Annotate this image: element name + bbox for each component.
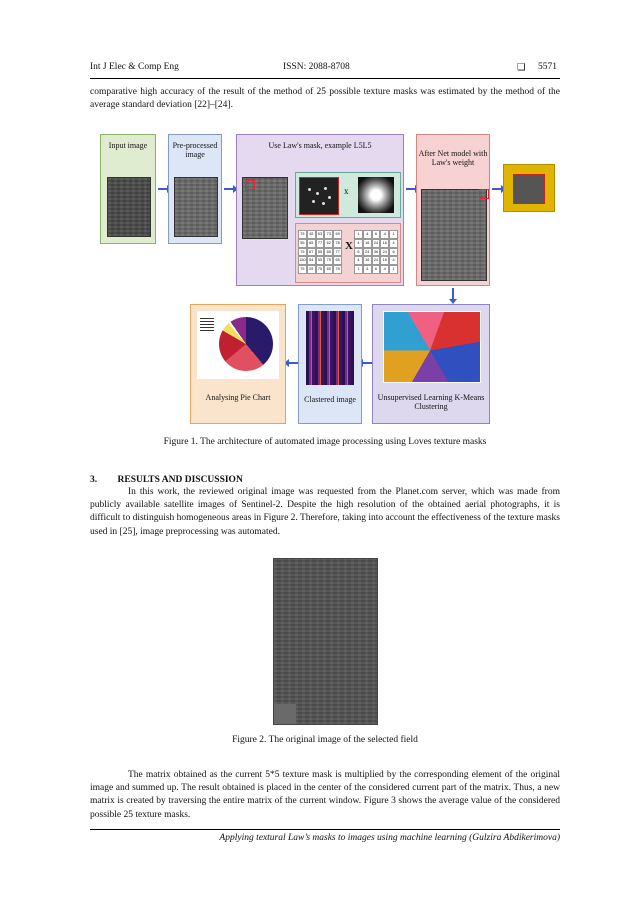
matrix-cell: 45 <box>307 230 316 239</box>
matrix-cell: 69 <box>333 230 342 239</box>
arrow-icon <box>288 362 298 364</box>
kmeans-box <box>372 304 490 424</box>
header-rule <box>90 78 560 79</box>
matrix-cell: 75 <box>298 265 307 274</box>
matrix-cell: 75 <box>298 230 307 239</box>
matrix-cell: 65 <box>324 248 333 257</box>
matrix-cell: 4 <box>389 256 398 265</box>
section-title: RESULTS AND DISCUSSION <box>117 475 243 485</box>
matrix-cell: 78 <box>333 239 342 248</box>
checkbox-icon: ❏ <box>517 63 526 73</box>
matrix-cell: 24 <box>363 248 372 257</box>
matrix-cell: 75 <box>298 248 307 257</box>
footer-rule <box>90 829 560 830</box>
preprocessed-satellite-image <box>174 177 218 237</box>
multiply-symbol-large: X <box>345 240 353 252</box>
clustered-image <box>306 311 354 385</box>
matrix-cell: 55 <box>316 256 325 265</box>
intro-paragraph: comparative high accuracy of the result of the method of 25 possible texture masks was estimated by the method of the average standard deviation [22]–[24]. <box>90 87 560 111</box>
matrix-cell: 75 <box>316 265 325 274</box>
matrix-cell: 16 <box>363 239 372 248</box>
matrix-cell: 1 <box>389 265 398 274</box>
field-corner-patch <box>274 704 296 724</box>
matrix-cell: 16 <box>380 256 389 265</box>
matrix-cell: 62 <box>324 239 333 248</box>
matrix-cell: 6 <box>372 230 381 239</box>
kmeans-scatter-plot <box>383 311 481 383</box>
matrix-cell: 4 <box>380 230 389 239</box>
after-net-label: After Net model with Law's weight <box>418 149 488 167</box>
legend-icon <box>200 317 214 331</box>
matrix-cell: 4 <box>363 265 372 274</box>
arrow-icon <box>224 188 234 190</box>
section-number: 3. <box>90 475 98 485</box>
input-satellite-image <box>107 177 151 237</box>
l5l5-kernel-matrix <box>354 230 398 274</box>
matrix-cell: 6 <box>389 248 398 257</box>
matrix-cell: 77 <box>333 248 342 257</box>
arrow-icon <box>452 288 454 300</box>
matrix-cell: 6 <box>354 248 363 257</box>
mask-conv-panel <box>295 172 401 218</box>
window-marker <box>245 180 255 190</box>
matrix-cell: 77 <box>316 239 325 248</box>
preprocessed-label: Pre-processed image <box>172 141 218 159</box>
analysing-pie-box <box>190 304 286 424</box>
input-image-label: Input image <box>108 141 148 150</box>
pie-icon <box>219 317 273 371</box>
matrix-cell: 54 <box>307 256 316 265</box>
matrix-cell: 63 <box>316 230 325 239</box>
after-net-box <box>416 134 490 286</box>
matrix-cell: 55 <box>316 248 325 257</box>
zoom-marker <box>479 189 489 199</box>
matrix-panel <box>295 223 401 283</box>
figure-2-image <box>273 558 378 725</box>
matrix-paragraph: The matrix obtained as the current 5*5 texture mask is multiplied by the corresponding element of the original image and summed up. The result obtained is placed in the center of the considered current part of the matrix. Thus, a new matrix is created by traversing the entire matrix of the current window. Figure 3 shows the average value of the considered possible 25 texture masks. <box>90 770 560 820</box>
section-paragraph: In this work, the reviewed original image was requested from the Planet.com server, which was made from publicly available satellite images of Sentinel-2. Despite the high resolution of the obtained aerial photographs, it is difficult to distinguish homogeneous areas in Figure 2. Therefore, taking into account the effectiveness of the texture masks used in [25], image preprocessing was automated. <box>90 487 560 537</box>
filtered-image <box>421 189 487 281</box>
issn: ISSN: 2088-8708 <box>283 62 350 72</box>
matrix-cell: 75 <box>324 256 333 265</box>
laws-mask-box <box>236 134 404 286</box>
matrix-cell: 16 <box>380 239 389 248</box>
matrix-cell: 4 <box>389 239 398 248</box>
laws-mask-label: Use Law's mask, example L5L5 <box>268 141 372 150</box>
matrix-cell: 4 <box>354 256 363 265</box>
matrix-cell: 1 <box>354 265 363 274</box>
arrow-icon <box>158 188 168 190</box>
arrow-icon <box>362 362 372 364</box>
matrix-cell: 1 <box>389 230 398 239</box>
matrix-cell: 24 <box>380 248 389 257</box>
analysing-label: Analysing Pie Chart <box>205 393 271 402</box>
zoomed-window <box>513 174 545 204</box>
matrix-cell: 65 <box>324 265 333 274</box>
running-footer: Applying textural Law’s masks to images using machine learning (Gulzira Abdikerimova) <box>219 833 560 843</box>
matrix-cell: 16 <box>363 256 372 265</box>
running-header <box>90 62 560 78</box>
l5l5-kernel-image <box>358 177 394 213</box>
matrix-cell: 78 <box>333 265 342 274</box>
matrix-cell: 65 <box>333 256 342 265</box>
preprocessed-image-box <box>168 134 222 244</box>
figure-1-diagram <box>100 130 555 426</box>
multiply-symbol: x <box>344 186 349 196</box>
pie-chart-thumbnail <box>197 311 279 379</box>
section-heading <box>90 475 243 485</box>
window-zoom <box>299 177 339 215</box>
figure-2-caption: Figure 2. The original image of the selected field <box>232 735 418 745</box>
matrix-cell: 1 <box>354 230 363 239</box>
matrix-cell: 73 <box>324 230 333 239</box>
matrix-cell: 65 <box>307 239 316 248</box>
matrix-cell: 4 <box>380 265 389 274</box>
arrow-icon <box>492 188 502 190</box>
zoom-box <box>503 164 555 212</box>
matrix-cell: 24 <box>372 239 381 248</box>
arrow-icon <box>406 188 416 190</box>
matrix-cell: 6 <box>372 265 381 274</box>
input-image-box <box>100 134 156 244</box>
clustered-label: Clastered image <box>304 395 356 404</box>
matrix-cell: 4 <box>354 239 363 248</box>
matrix-cell: 67 <box>307 248 316 257</box>
kmeans-label: Unsupervised Learning K-Means Clustering <box>377 393 485 411</box>
matrix-cell: 25 <box>307 265 316 274</box>
clustered-image-box <box>298 304 362 424</box>
matrix-cell: 150 <box>298 256 307 265</box>
matrix-cell: 36 <box>372 248 381 257</box>
journal-name: Int J Elec & Comp Eng <box>90 62 179 72</box>
matrix-cell: 24 <box>372 256 381 265</box>
page-number: 5571 <box>538 62 557 72</box>
figure-1-caption: Figure 1. The architecture of automated image processing using Loves texture masks <box>163 437 487 447</box>
image-window-matrix <box>298 230 342 274</box>
matrix-cell: 4 <box>363 230 372 239</box>
matrix-cell: 55 <box>298 239 307 248</box>
